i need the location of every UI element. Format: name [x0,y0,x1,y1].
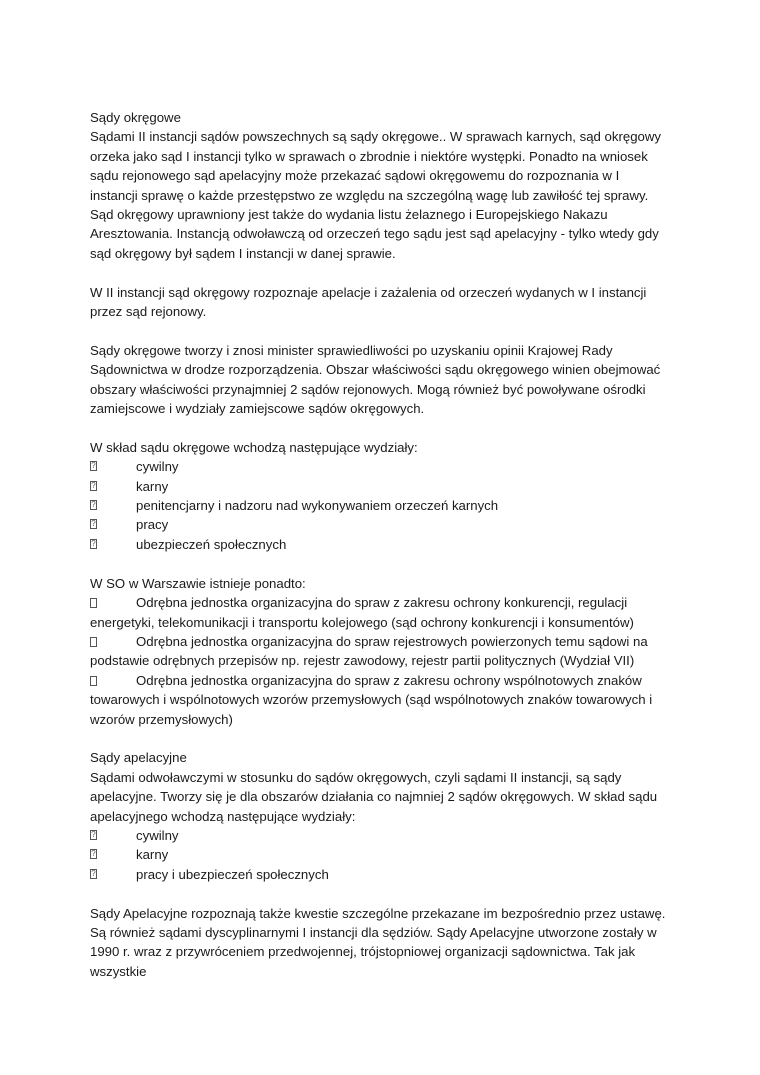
bullet-icon [90,461,97,471]
list-item: ? pracy [90,515,670,534]
list-item: Odrębna jednostka organizacyjna do spraw z zakresu ochrony wspólnotowych znaków towarowych i wspólnotowych wzorów przemysłowych (sąd wspólnotowych znaków towarowych i wzorów przemysłowych) [90,672,653,727]
list-item: ? ubezpieczeń społecznych [90,535,670,554]
list-intro-okregowe: W skład sądu okręgowe wchodzą następujące wydziały: [90,439,418,455]
list-item: Odrębna jednostka organizacyjna do spraw z zakresu ochrony konkurencji, regulacji energetyki, telekomunikacji i transportu kolejowego (sąd ochrony konkurencji i konsumentów) [90,595,634,630]
bullet-icon [90,539,97,549]
list-intro-warszawa: W SO w Warszawie istnieje ponadto: [90,575,306,591]
list-item: ? cywilny [90,826,670,845]
bullet-icon [90,637,97,647]
list-item: ? cywilny [90,457,670,476]
bullet-icon [90,500,97,510]
list-item: ? karny [90,845,670,864]
bullet-icon [90,676,97,686]
list-warszawa [90,593,670,729]
bullet-icon [90,519,97,529]
bullet-icon [90,869,97,879]
paragraph-okregowe-1: Sądami II instancji sądów powszechnych są sądy okręgowe.. W sprawach karnych, sąd okręgowy orzeka jako sąd I instancji tylko w sprawach o zbrodnie i niektóre występki. Ponadto na wniosek sądu rejonowego sąd apelacyjny może przekazać sądowi okręgowemu do rozpoznania w I instancji sprawę o każde przestępstwo ze względu na szczególną wagę lub zawiłość tej sprawy. Sąd okręgowy uprawniony jest także do wydania listu żelaznego i Europejskiego Nakazu Aresztowania. Instancją odwoławczą od orzeczeń tego sądu jest sąd apelacyjny - tylko wtedy gdy sąd okręgowy był sądem I instancji w danej sprawie. [90,129,661,261]
list-item: ? penitencjarny i nadzoru nad wykonywaniem orzeczeń karnych [90,496,670,515]
list-item: ? karny [90,477,670,496]
paragraph-apelacyjne-1: Sądami odwoławczymi w stosunku do sądów okręgowych, czyli sądami II instancji, są sądy apelacyjne. Tworzy się je dla obszarów działania co najmniej 2 sądów okręgowych. W skład sądu apelacyjnego wchodzą następujące wydziały: [90,769,658,824]
list-item: Odrębna jednostka organizacyjna do spraw rejestrowych powierzonych temu sądowi na podstawie odrębnych przepisów np. rejestr zawodowy, rejestr partii politycznych (Wydział VII) [90,633,648,669]
list-apelacyjne [90,826,670,884]
bullet-icon [90,830,97,840]
list-item: ? pracy i ubezpieczeń społecznych [90,865,670,884]
bullet-icon [90,481,97,491]
section-title-okregowe: Sądy okręgowe [90,110,181,125]
bullet-icon [90,849,97,859]
paragraph-okregowe-3: Sądy okręgowe tworzy i znosi minister sprawiedliwości po uzyskaniu opinii Krajowej Rady Sądownictwa w drodze rozporządzenia. Obszar właściwości sądu okręgowego winien obejmować obszary właściwości przynajmniej 2 sądów rejonowych. Mogą również być powoływane ośrodki zamiejscowe i wydziały zamiejscowe sądów okręgowych. [90,342,661,417]
bullet-icon [90,598,97,608]
section-title-apelacyjne: Sądy apelacyjne [90,750,187,766]
paragraph-okregowe-2: W II instancji sąd okręgowy rozpoznaje apelacje i zażalenia od orzeczeń wydanych w I instancji przez sąd rejonowy. [90,284,647,320]
list-okregowe [90,457,670,554]
paragraph-apelacyjne-2: Sądy Apelacyjne rozpoznają także kwestie szczególne przekazane im bezpośrednio przez ustawę. Są również sądami dyscyplinarnymi I instancji dla sędziów. Sądy Apelacyjne utworzone zostały w 1990 r. wraz z przywróceniem przedwojennej, trójstopniowej organizacji sądownictwa. Tak jak wszystkie [90,905,666,979]
